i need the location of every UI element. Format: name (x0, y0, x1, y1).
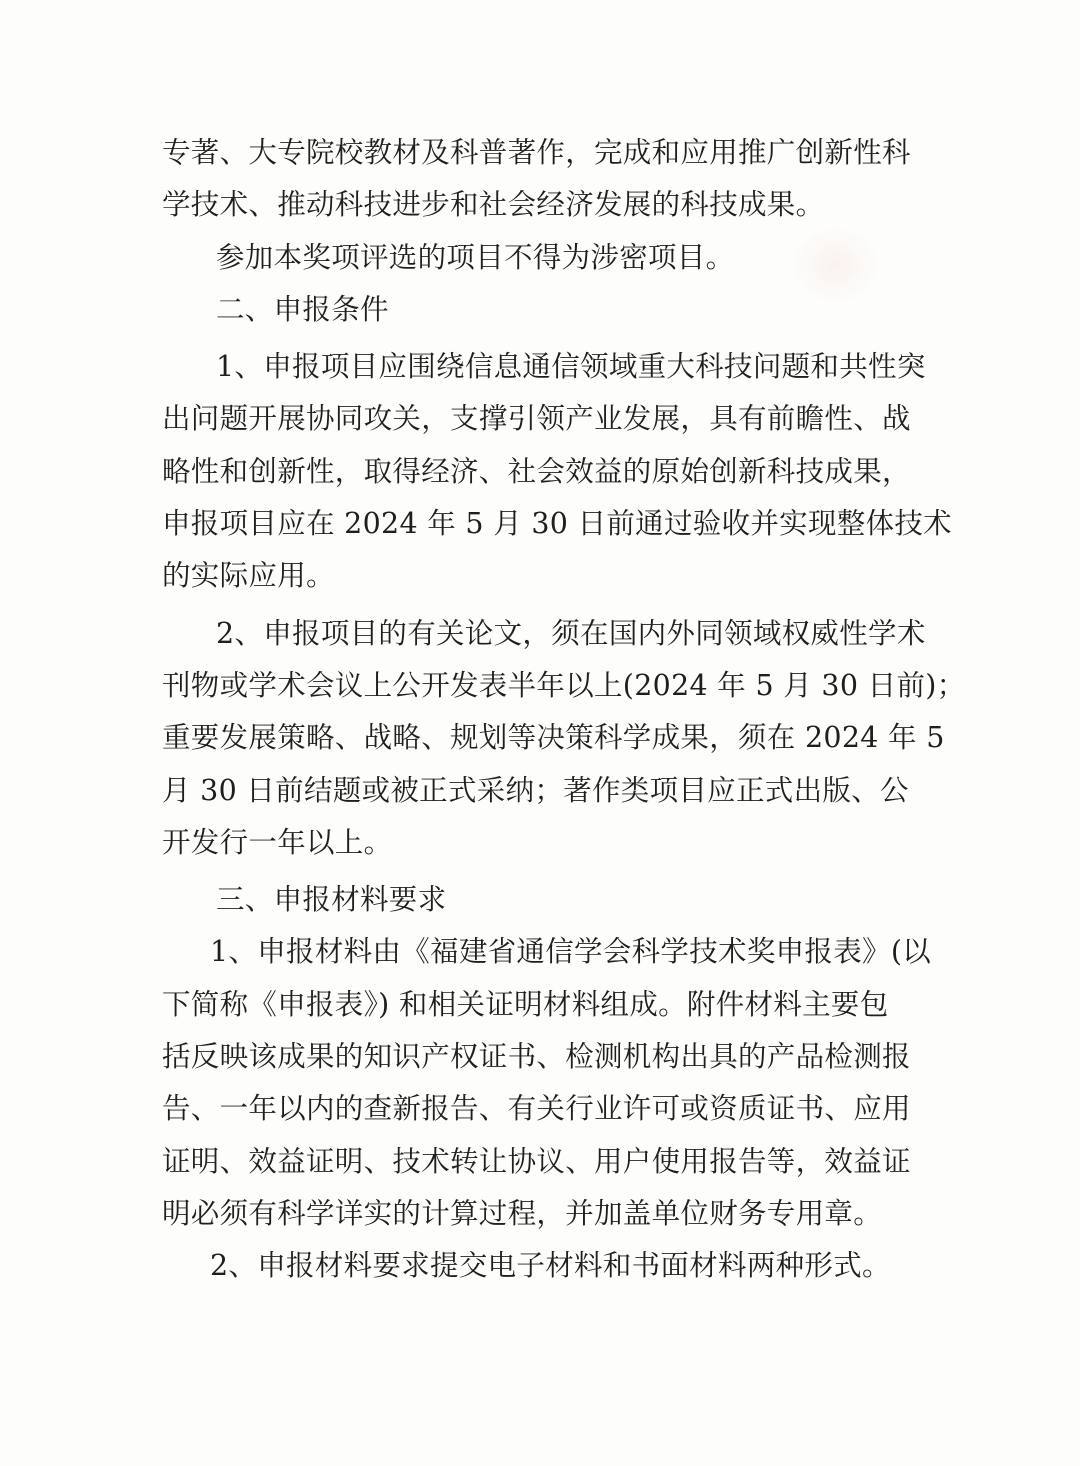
text-line: 1、申报材料由《福建省通信学会科学技术奖申报表》(以 (210, 935, 932, 969)
text-line: 下简称《申报表》) 和相关证明材料组成。附件材料主要包 (162, 987, 889, 1021)
text-line: 专著、大专院校教材及科普著作，完成和应用推广创新性科 (162, 136, 911, 169)
text-line: 重要发展策略、战略、规划等决策科学成果，须在 2024 年 5 (162, 721, 945, 755)
text-line: 告、一年以内的查新报告、有关行业许可或资质证书、应用 (162, 1092, 911, 1126)
text-line: 出问题开展协同攻关，支撑引领产业发展，具有前瞻性、战 (162, 402, 911, 436)
text-line: 1、申报项目应围绕信息通信领域重大科技问题和共性突 (216, 350, 926, 384)
text-line: 2、申报材料要求提交电子材料和书面材料两种形式。 (210, 1249, 891, 1283)
text-line: 申报项目应在 2024 年 5 月 30 日前通过验收并实现整体技术 (162, 507, 952, 541)
text-line: 开发行一年以上。 (162, 825, 393, 859)
text-line: 刊物或学术会议上公开发表半年以上(2024 年 5 月 30 日前)； (162, 668, 966, 702)
section-heading-conditions: 二、申报条件 (216, 292, 389, 326)
text-line: 2、申报项目的有关论文，须在国内外同领域权威性学术 (216, 616, 926, 650)
paragraph-confidentiality: 参加本奖项评选的项目不得为涉密项目。 (216, 240, 735, 274)
document-body (162, 127, 966, 1293)
text-line: 明必须有科学详实的计算过程，并加盖单位财务专用章。 (162, 1196, 883, 1230)
text-line: 括反映该成果的知识产权证书、检测机构出具的产品检测报 (162, 1040, 911, 1074)
text-line: 月 30 日前结题或被正式采纳；著作类项目应正式出版、公 (162, 773, 909, 807)
text-line: 证明、效益证明、技术转让协议、用户使用报告等，效益证 (162, 1144, 911, 1178)
section-heading-materials: 三、申报材料要求 (216, 883, 447, 917)
text-line: 学技术、推动科技进步和社会经济发展的科技成果。 (162, 188, 825, 222)
text-line: 的实际应用。 (162, 559, 335, 593)
text-line: 略性和创新性，取得经济、社会效益的原始创新科技成果， (162, 454, 911, 488)
